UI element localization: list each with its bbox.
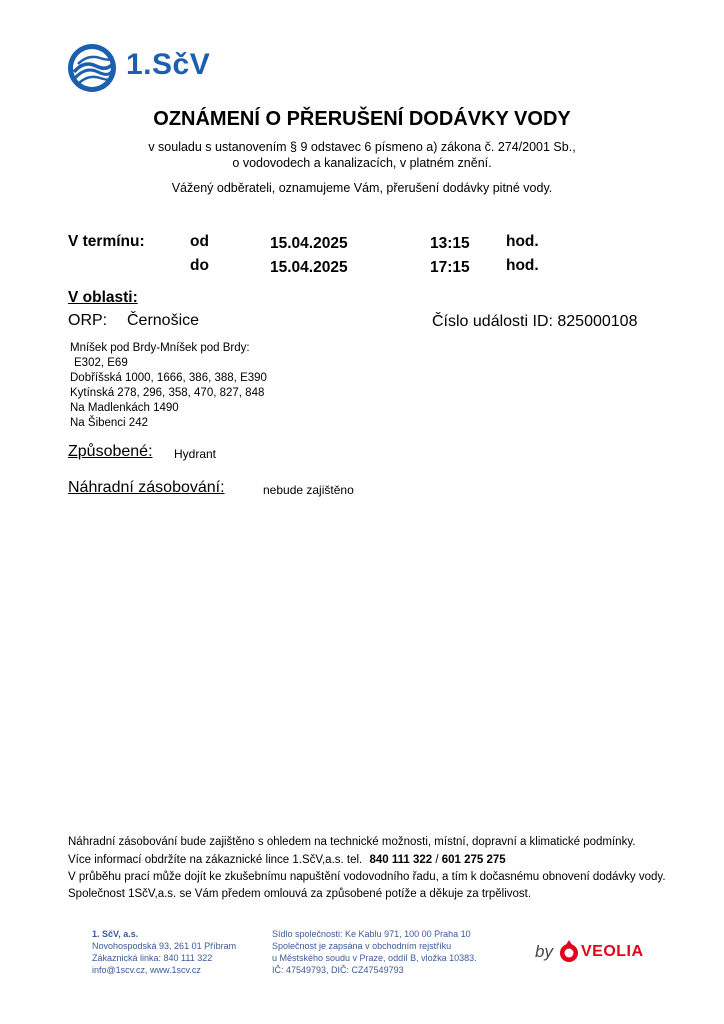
replacement-label: Náhradní zásobování: [68, 479, 225, 496]
term-to-unit: hod. [506, 257, 539, 274]
orp-label: ORP: [68, 312, 108, 329]
phone-number-1[interactable]: 840 111 322 [369, 854, 433, 866]
cause-label: Způsobené: [68, 443, 153, 460]
term-to-time: 17:15 [430, 259, 470, 276]
note-line2-text: Více informací obdržíte na zákaznické lince 1.SčV,a.s. tel. [68, 854, 363, 866]
footer-seat: Sídlo společnosti: Ke Kablu 971, 100 00 Praha 10 [272, 929, 471, 939]
street-list [70, 341, 267, 431]
orp-value: Černošice [127, 312, 200, 329]
footer-registry: Společnost je zapsána v obchodním rejstříku [272, 941, 452, 951]
list-item: Na Madlenkách 1490 [70, 402, 179, 414]
event-id: Číslo události ID: 825000108 [432, 313, 638, 330]
term-label: V termínu: [68, 233, 145, 250]
note-line3: V průběhu prací může dojít ke zkušebnímu napuštění vodovodního řadu, a tím k dočasnému obnovení dodávky vody. [68, 871, 666, 883]
logo-wave-icon [66, 42, 120, 94]
list-item: E302, E69 [74, 357, 128, 369]
term-from-label: od [190, 233, 209, 250]
list-item: Kytínská 278, 296, 358, 470, 827, 848 [70, 387, 265, 399]
veolia-brand: VEOLIA [580, 943, 644, 960]
company-logo [66, 42, 226, 94]
note-line2 [68, 854, 506, 866]
footer-hotline: Zákaznická linka: 840 111 322 [92, 953, 213, 963]
phone-number-2[interactable]: 601 275 275 [441, 854, 506, 866]
term-to-label: do [190, 257, 209, 274]
replacement-value: nebude zajištěno [263, 483, 354, 497]
area-label: V oblasti: [68, 289, 138, 306]
by-text: by [535, 942, 553, 961]
footer-registration [272, 928, 477, 976]
list-item: Mníšek pod Brdy-Mníšek pod Brdy: [70, 342, 250, 354]
logo-text: 1.SčV [126, 48, 211, 81]
term-from-unit: hod. [506, 233, 539, 250]
phone-separator: / [435, 854, 439, 866]
list-item: Na Šibenci 242 [70, 417, 148, 429]
term-from-time: 13:15 [430, 235, 470, 252]
veolia-drop-icon [559, 940, 579, 964]
footer-address: Novohospodská 93, 261 01 Příbram [92, 941, 237, 951]
cause-value: Hydrant [174, 447, 217, 461]
footer-company: 1. SčV, a.s. [92, 929, 139, 939]
term-from-date: 15.04.2025 [270, 235, 348, 252]
greeting-text: Vážený odběrateli, oznamujeme Vám, přerušení dodávky pitné vody. [171, 181, 553, 195]
note-line1: Náhradní zásobování bude zajištěno s ohledem na technické možnosti, místní, dopravní a klimatické podmínky. [68, 836, 636, 848]
footer-web[interactable]: info@1scv.cz, www.1scv.cz [92, 965, 201, 975]
legal-basis-line1: v souladu s ustanovením § 9 odstavec 6 písmeno a) zákona č. 274/2001 Sb., [148, 140, 576, 154]
legal-basis-line2: o vodovodech a kanalizacích, v platném znění. [232, 156, 492, 170]
veolia-logo [535, 940, 644, 964]
list-item: Dobříšská 1000, 1666, 386, 388, E390 [70, 372, 267, 384]
footer-ids: IČ: 47549793, DIČ: CZ47549793 [272, 965, 404, 975]
document-title: OZNÁMENÍ O PŘERUŠENÍ DODÁVKY VODY [153, 108, 571, 130]
footer-court: u Městského soudu v Praze, oddíl B, vložka 10383. [272, 953, 477, 963]
footer-contact [92, 928, 236, 976]
note-line4: Společnost 1SčV,a.s. se Vám předem omlouvá za způsobené potíže a děkuje za trpělivost. [68, 888, 532, 900]
term-to-date: 15.04.2025 [270, 259, 348, 276]
